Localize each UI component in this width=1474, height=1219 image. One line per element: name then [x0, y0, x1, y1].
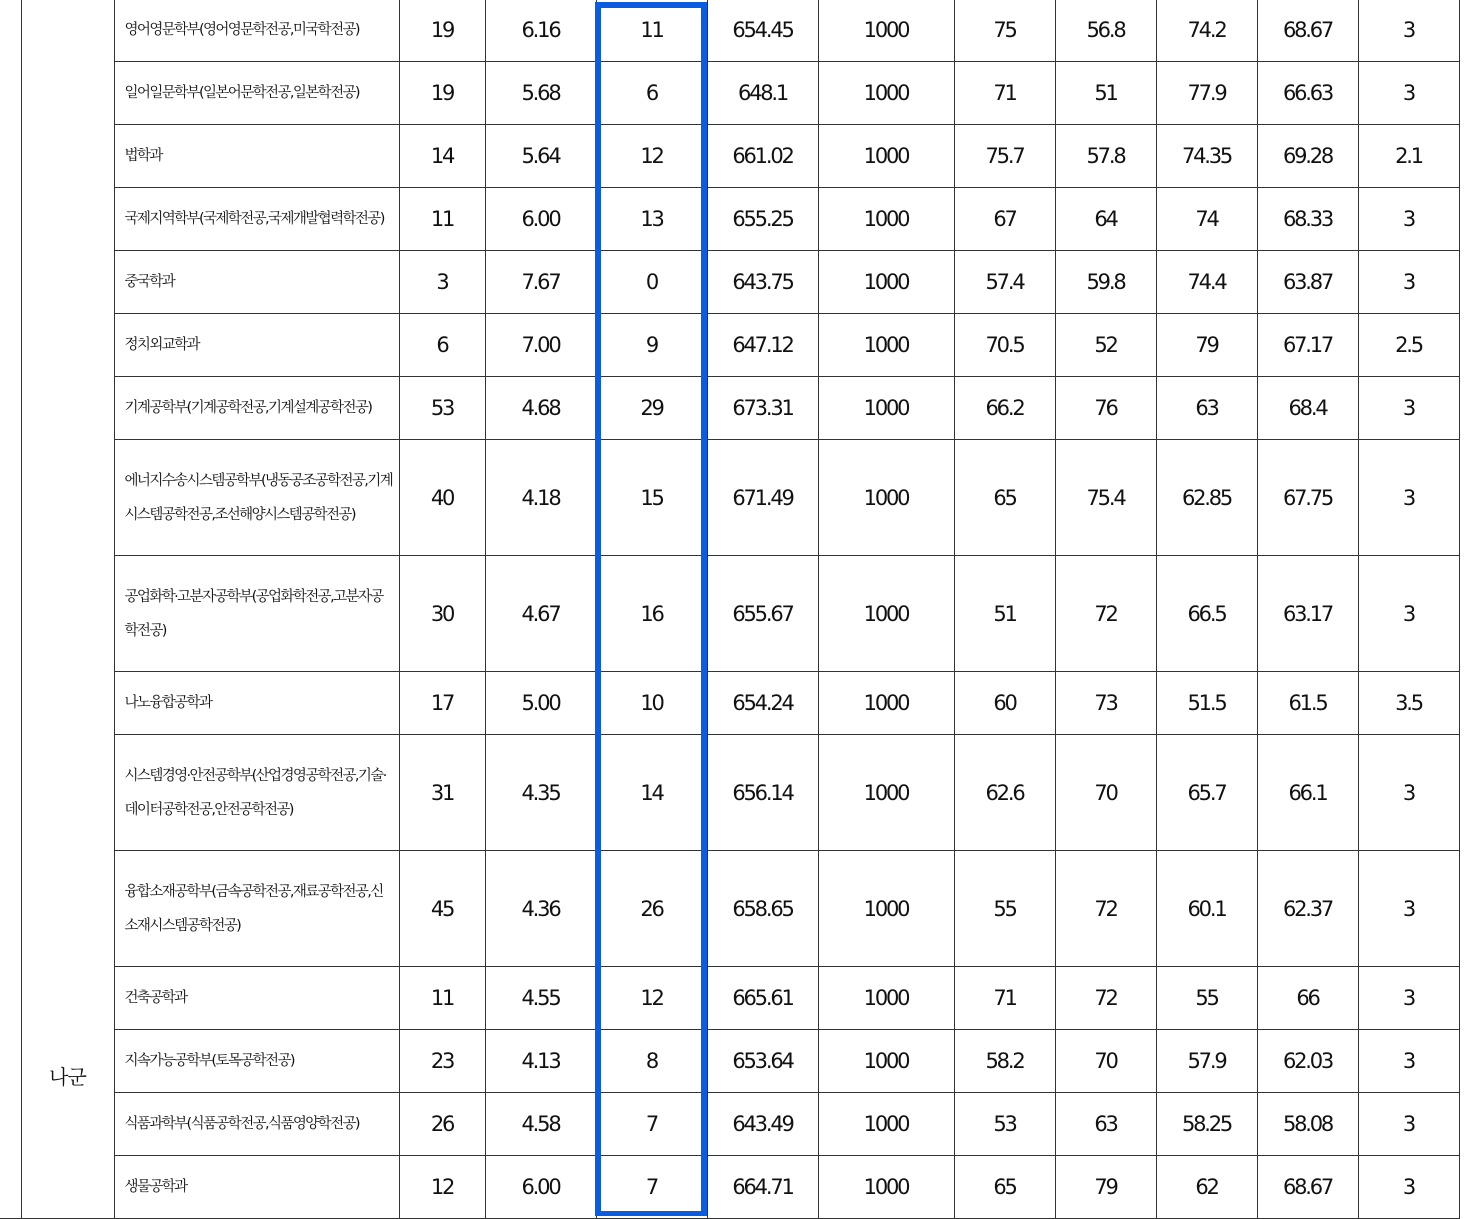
cell-c6: 70.5	[954, 314, 1055, 377]
cell-c6: 58.2	[954, 1030, 1055, 1093]
cell-c8: 57.9	[1156, 1030, 1257, 1093]
cell-c7: 72	[1055, 851, 1156, 967]
department-name-cell: 건축공학과	[114, 967, 399, 1030]
cell-c5: 1000	[818, 251, 954, 314]
cell-c5: 1000	[818, 0, 954, 62]
cell-c3: 12	[596, 125, 707, 188]
cell-c2: 7.00	[485, 314, 596, 377]
table-row	[0, 1156, 1459, 1219]
cell-c6: 67	[954, 188, 1055, 251]
department-name-cell: 법학과	[114, 125, 399, 188]
cell-c9: 66	[1257, 967, 1358, 1030]
cell-c9: 61.5	[1257, 672, 1358, 735]
cell-c9: 62.37	[1257, 851, 1358, 967]
cell-c10: 3	[1358, 735, 1459, 851]
cell-c4: 643.49	[707, 1093, 818, 1156]
cell-c2: 5.64	[485, 125, 596, 188]
cell-c4: 655.67	[707, 556, 818, 672]
cell-c10: 3	[1358, 377, 1459, 440]
table-row	[0, 251, 1459, 314]
cell-c3: 26	[596, 851, 707, 967]
cell-c4: 665.61	[707, 967, 818, 1030]
cell-c1: 19	[399, 0, 485, 62]
department-name-cell: 시스템경영·안전공학부(산업경영공학전공,기술·데이터공학전공,안전공학전공)	[114, 735, 399, 851]
cell-c1: 11	[399, 967, 485, 1030]
cell-c3: 12	[596, 967, 707, 1030]
cell-c5: 1000	[818, 735, 954, 851]
table-row	[0, 851, 1459, 967]
cell-c1: 53	[399, 377, 485, 440]
cell-c7: 76	[1055, 377, 1156, 440]
department-name-cell: 식품과학부(식품공학전공,식품영양학전공)	[114, 1093, 399, 1156]
cell-c9: 62.03	[1257, 1030, 1358, 1093]
cell-c4: 656.14	[707, 735, 818, 851]
table-row	[0, 1030, 1459, 1093]
cell-c6: 75.7	[954, 125, 1055, 188]
cell-c2: 7.67	[485, 251, 596, 314]
cell-c7: 52	[1055, 314, 1156, 377]
cell-c5: 1000	[818, 188, 954, 251]
cell-c9: 68.4	[1257, 377, 1358, 440]
cell-c10: 3	[1358, 0, 1459, 62]
cell-c9: 68.67	[1257, 0, 1358, 62]
cell-c5: 1000	[818, 556, 954, 672]
cell-c2: 4.68	[485, 377, 596, 440]
cell-c3: 16	[596, 556, 707, 672]
cell-c9: 67.17	[1257, 314, 1358, 377]
cell-c7: 70	[1055, 1030, 1156, 1093]
department-name-cell: 생물공학과	[114, 1156, 399, 1219]
cell-c7: 72	[1055, 556, 1156, 672]
cell-c7: 59.8	[1055, 251, 1156, 314]
cell-c6: 55	[954, 851, 1055, 967]
cell-c2: 4.35	[485, 735, 596, 851]
cell-c8: 79	[1156, 314, 1257, 377]
cell-c3: 6	[596, 62, 707, 125]
cell-c6: 53	[954, 1093, 1055, 1156]
cell-c7: 72	[1055, 967, 1156, 1030]
cell-c9: 68.67	[1257, 1156, 1358, 1219]
cell-c4: 647.12	[707, 314, 818, 377]
cell-c2: 5.68	[485, 62, 596, 125]
cell-c5: 1000	[818, 967, 954, 1030]
table-row	[0, 735, 1459, 851]
cell-c1: 40	[399, 440, 485, 556]
cell-c9: 66.63	[1257, 62, 1358, 125]
cell-c2: 4.58	[485, 1093, 596, 1156]
cell-c2: 6.00	[485, 188, 596, 251]
cell-c8: 66.5	[1156, 556, 1257, 672]
department-name-cell: 영어영문학부(영어영문학전공,미국학전공)	[114, 0, 399, 62]
cell-c6: 65	[954, 1156, 1055, 1219]
cell-c7: 75.4	[1055, 440, 1156, 556]
cell-c6: 71	[954, 62, 1055, 125]
cell-c8: 62.85	[1156, 440, 1257, 556]
cell-c4: 643.75	[707, 251, 818, 314]
department-name-cell: 국제지역학부(국제학전공,국제개발협력학전공)	[114, 188, 399, 251]
cell-c7: 70	[1055, 735, 1156, 851]
cell-c8: 58.25	[1156, 1093, 1257, 1156]
cell-c3: 7	[596, 1093, 707, 1156]
cell-c7: 64	[1055, 188, 1156, 251]
cell-c2: 6.00	[485, 1156, 596, 1219]
cell-c8: 63	[1156, 377, 1257, 440]
cell-c8: 74.4	[1156, 251, 1257, 314]
cell-c2: 4.13	[485, 1030, 596, 1093]
cell-c10: 2.1	[1358, 125, 1459, 188]
department-name-cell: 공업화학·고분자공학부(공업화학전공,고분자공학전공)	[114, 556, 399, 672]
department-name-cell: 에너지수송시스템공학부(냉동공조공학전공,기계시스템공학전공,조선해양시스템공학전공)	[114, 440, 399, 556]
cell-c8: 74.2	[1156, 0, 1257, 62]
cell-c4: 664.71	[707, 1156, 818, 1219]
cell-c5: 1000	[818, 1093, 954, 1156]
cell-c1: 12	[399, 1156, 485, 1219]
cell-c10: 3	[1358, 967, 1459, 1030]
cell-c1: 17	[399, 672, 485, 735]
cell-c9: 63.87	[1257, 251, 1358, 314]
cell-c6: 60	[954, 672, 1055, 735]
cell-c7: 56.8	[1055, 0, 1156, 62]
cell-c1: 6	[399, 314, 485, 377]
cell-c6: 75	[954, 0, 1055, 62]
cell-c10: 3	[1358, 1156, 1459, 1219]
cell-c5: 1000	[818, 125, 954, 188]
cell-c10: 3	[1358, 62, 1459, 125]
cell-c2: 4.67	[485, 556, 596, 672]
cell-c6: 51	[954, 556, 1055, 672]
cell-c10: 3.5	[1358, 672, 1459, 735]
cell-c9: 66.1	[1257, 735, 1358, 851]
cell-c4: 661.02	[707, 125, 818, 188]
cell-c4: 655.25	[707, 188, 818, 251]
cell-c8: 77.9	[1156, 62, 1257, 125]
cell-c5: 1000	[818, 1030, 954, 1093]
cell-c1: 3	[399, 251, 485, 314]
cell-c6: 57.4	[954, 251, 1055, 314]
table-row	[0, 125, 1459, 188]
department-name-cell: 정치외교학과	[114, 314, 399, 377]
cell-c5: 1000	[818, 851, 954, 967]
table-row	[0, 314, 1459, 377]
cell-c6: 62.6	[954, 735, 1055, 851]
cell-c3: 0	[596, 251, 707, 314]
cell-c4: 648.1	[707, 62, 818, 125]
cell-c4: 673.31	[707, 377, 818, 440]
table-row	[0, 0, 1459, 62]
cell-c3: 11	[596, 0, 707, 62]
cell-c1: 23	[399, 1030, 485, 1093]
table-row	[0, 377, 1459, 440]
cell-c6: 66.2	[954, 377, 1055, 440]
cell-c9: 68.33	[1257, 188, 1358, 251]
department-name-cell: 일어일문학부(일본어문학전공,일본학전공)	[114, 62, 399, 125]
cell-c3: 14	[596, 735, 707, 851]
cell-c10: 2.5	[1358, 314, 1459, 377]
cell-c5: 1000	[818, 440, 954, 556]
cell-c8: 51.5	[1156, 672, 1257, 735]
cell-c3: 15	[596, 440, 707, 556]
department-name-cell: 중국학과	[114, 251, 399, 314]
cell-c4: 653.64	[707, 1030, 818, 1093]
cell-c3: 7	[596, 1156, 707, 1219]
cell-c5: 1000	[818, 62, 954, 125]
cell-c10: 3	[1358, 251, 1459, 314]
cell-c10: 3	[1358, 188, 1459, 251]
cell-c2: 4.18	[485, 440, 596, 556]
cell-c9: 63.17	[1257, 556, 1358, 672]
cell-c2: 5.00	[485, 672, 596, 735]
cell-c1: 26	[399, 1093, 485, 1156]
cell-c8: 65.7	[1156, 735, 1257, 851]
cell-c1: 45	[399, 851, 485, 967]
cell-c7: 57.8	[1055, 125, 1156, 188]
cell-c2: 4.55	[485, 967, 596, 1030]
cell-c10: 3	[1358, 1030, 1459, 1093]
cell-c4: 671.49	[707, 440, 818, 556]
department-name-cell: 융합소재공학부(금속공학전공,재료공학전공,신소재시스템공학전공)	[114, 851, 399, 967]
table-row	[0, 440, 1459, 556]
department-name-cell: 기계공학부(기계공학전공,기계설계공학전공)	[114, 377, 399, 440]
table-row	[0, 556, 1459, 672]
cell-c1: 14	[399, 125, 485, 188]
cell-c1: 30	[399, 556, 485, 672]
table-row	[0, 672, 1459, 735]
table-row	[0, 62, 1459, 125]
cell-c6: 65	[954, 440, 1055, 556]
department-name-cell: 지속가능공학부(토목공학전공)	[114, 1030, 399, 1093]
cell-c3: 10	[596, 672, 707, 735]
cell-c2: 4.36	[485, 851, 596, 967]
cell-c5: 1000	[818, 314, 954, 377]
table-row	[0, 188, 1459, 251]
cell-c7: 73	[1055, 672, 1156, 735]
cell-c4: 658.65	[707, 851, 818, 967]
cell-c5: 1000	[818, 377, 954, 440]
cell-c8: 74.35	[1156, 125, 1257, 188]
group-label-cell: 나군	[21, 0, 114, 1219]
cell-c3: 9	[596, 314, 707, 377]
cell-c10: 3	[1358, 440, 1459, 556]
cell-c5: 1000	[818, 1156, 954, 1219]
cell-c7: 79	[1055, 1156, 1156, 1219]
cell-c3: 13	[596, 188, 707, 251]
cell-c8: 74	[1156, 188, 1257, 251]
cell-c4: 654.24	[707, 672, 818, 735]
cell-c10: 3	[1358, 1093, 1459, 1156]
department-name-cell: 나노융합공학과	[114, 672, 399, 735]
cell-c8: 62	[1156, 1156, 1257, 1219]
cell-c10: 3	[1358, 556, 1459, 672]
cell-c7: 63	[1055, 1093, 1156, 1156]
cell-c8: 55	[1156, 967, 1257, 1030]
cell-c2: 6.16	[485, 0, 596, 62]
cell-c8: 60.1	[1156, 851, 1257, 967]
table-row	[0, 967, 1459, 1030]
table-row	[0, 1093, 1459, 1156]
blank-margin-cell	[0, 0, 21, 1219]
cell-c7: 51	[1055, 62, 1156, 125]
cell-c10: 3	[1358, 851, 1459, 967]
cell-c1: 19	[399, 62, 485, 125]
cell-c1: 31	[399, 735, 485, 851]
cell-c9: 69.28	[1257, 125, 1358, 188]
cell-c9: 58.08	[1257, 1093, 1358, 1156]
cell-c4: 654.45	[707, 0, 818, 62]
cell-c9: 67.75	[1257, 440, 1358, 556]
cell-c3: 8	[596, 1030, 707, 1093]
cell-c5: 1000	[818, 672, 954, 735]
cell-c6: 71	[954, 967, 1055, 1030]
cell-c3: 29	[596, 377, 707, 440]
cell-c1: 11	[399, 188, 485, 251]
